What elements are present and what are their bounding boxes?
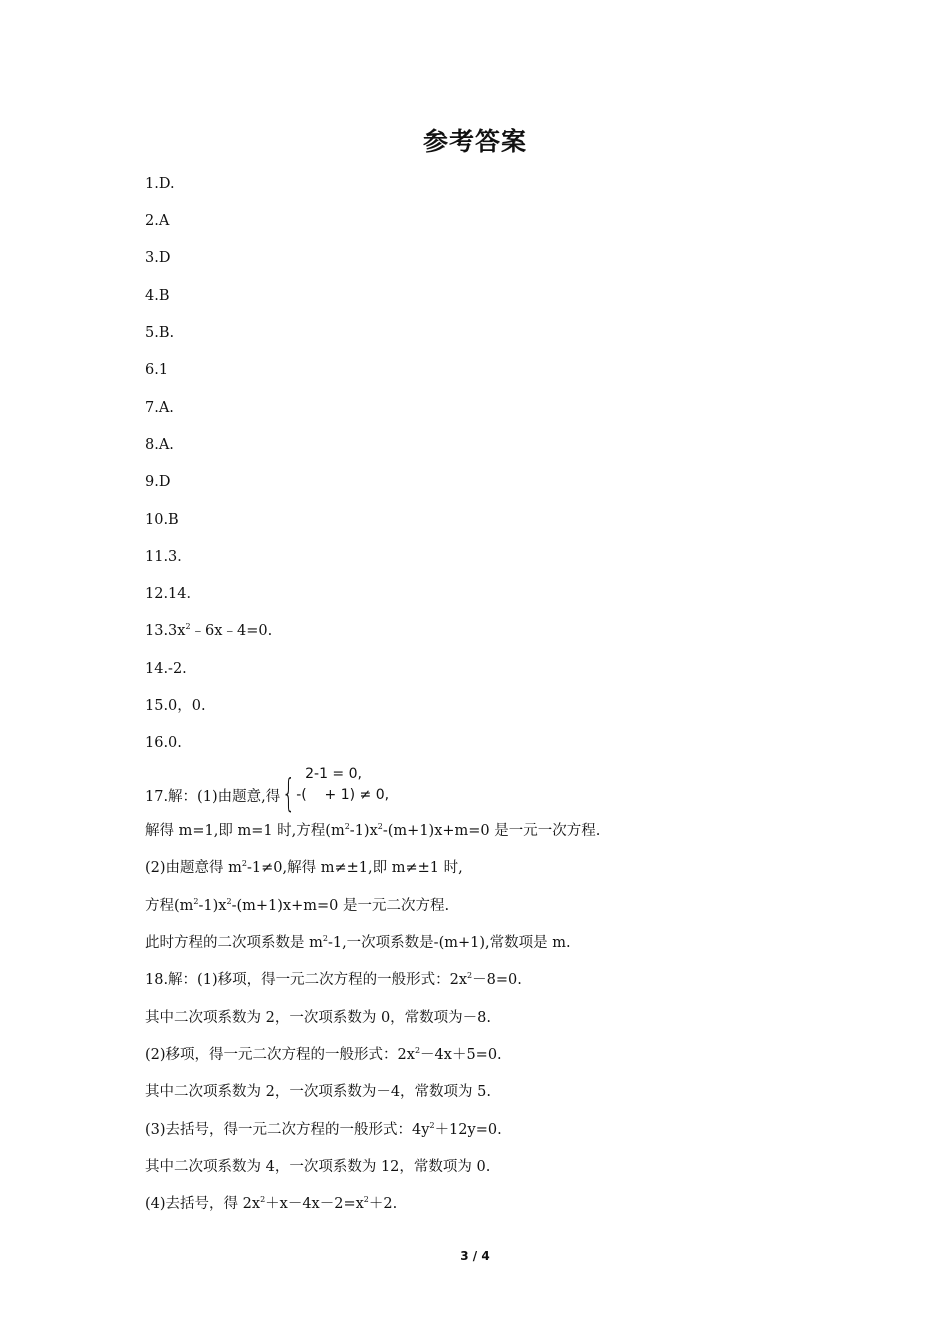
answer-3: 3.D [145,250,171,266]
answer-12: 12.14． [145,586,202,602]
answer-17-line-3: (2)由题意得 $m^2-1\ne 0$,解得 m≠±1,即 m≠±1 时, [145,859,463,876]
system-row-1: 2-1 = 0, [296,766,362,782]
answer-8: 8.A. [145,437,174,453]
answer-2: 2.A [145,213,170,229]
answer-10: 10.B [145,512,179,528]
answer-16: 16.0. [145,735,182,751]
equation-system [282,766,392,815]
page-title: 参考答案 [422,127,527,156]
answer-17-line-4: 方程$(m^2-1)x^2-(m+1)x+m=0$ 是一元二次方程. [145,897,450,914]
answer-9: 9.D [145,474,171,490]
answer-17-lead: 17.解：(1)由题意,得 { 2-1 = 0, -( + 1) ≠ 0, [145,777,392,817]
answer-18-line-1: 18.解：(1)移项，得一元二次方程的一般形式：$2x^2-8=0$. [145,971,522,988]
answer-17-line-2: 解得 m=1,即 m=1 时,方程$(m^2-1)x^2-(m+1)x+m=0$ 是一元一次方程. [145,822,601,839]
answer-5: 5.B. [145,325,175,341]
page-number: 3 / 4 [460,1249,490,1263]
system-row-2: -( + 1) ≠ 0, [296,787,390,803]
answer-18-line-4: 其中二次项系数为 2，一次项系数为－4，常数项为 5. [145,1084,492,1100]
answer-18-line-2: 其中二次项系数为 2，一次项系数为 0，常数项为－8. [145,1010,492,1026]
answer-18-line-6: 其中二次项系数为 4，一次项系数为 12，常数项为 0. [145,1159,491,1175]
answer-18-line-7: (4)去括号，得 $2x^2+x-4x-2=x^2+2$. [145,1195,398,1212]
answer-4: 4.B [145,288,170,304]
answer-18-line-5: (3)去括号，得一元二次方程的一般形式：$4y^2+12y=0$. [145,1121,502,1138]
answer-7: 7.A. [145,400,174,416]
answer-13: $13.3x^2﹣6x﹣4=0$. [145,622,273,639]
answer-1: 1.D. [145,176,175,192]
answer-14: 14.-2. [145,661,187,677]
brace-icon: { [282,771,296,815]
answer-6: 6.1 [145,362,169,378]
answer-18-line-3: (2)移项，得一元二次方程的一般形式：$2x^2-4x+5=0$. [145,1046,502,1063]
answer-15: 15.0，0. [145,698,206,714]
answer-17-line-5: 此时方程的二次项系数是 $m^2-1$,一次项系数是-(m+1),常数项是 m. [145,934,571,951]
answer-11: 11.3． [145,549,192,565]
